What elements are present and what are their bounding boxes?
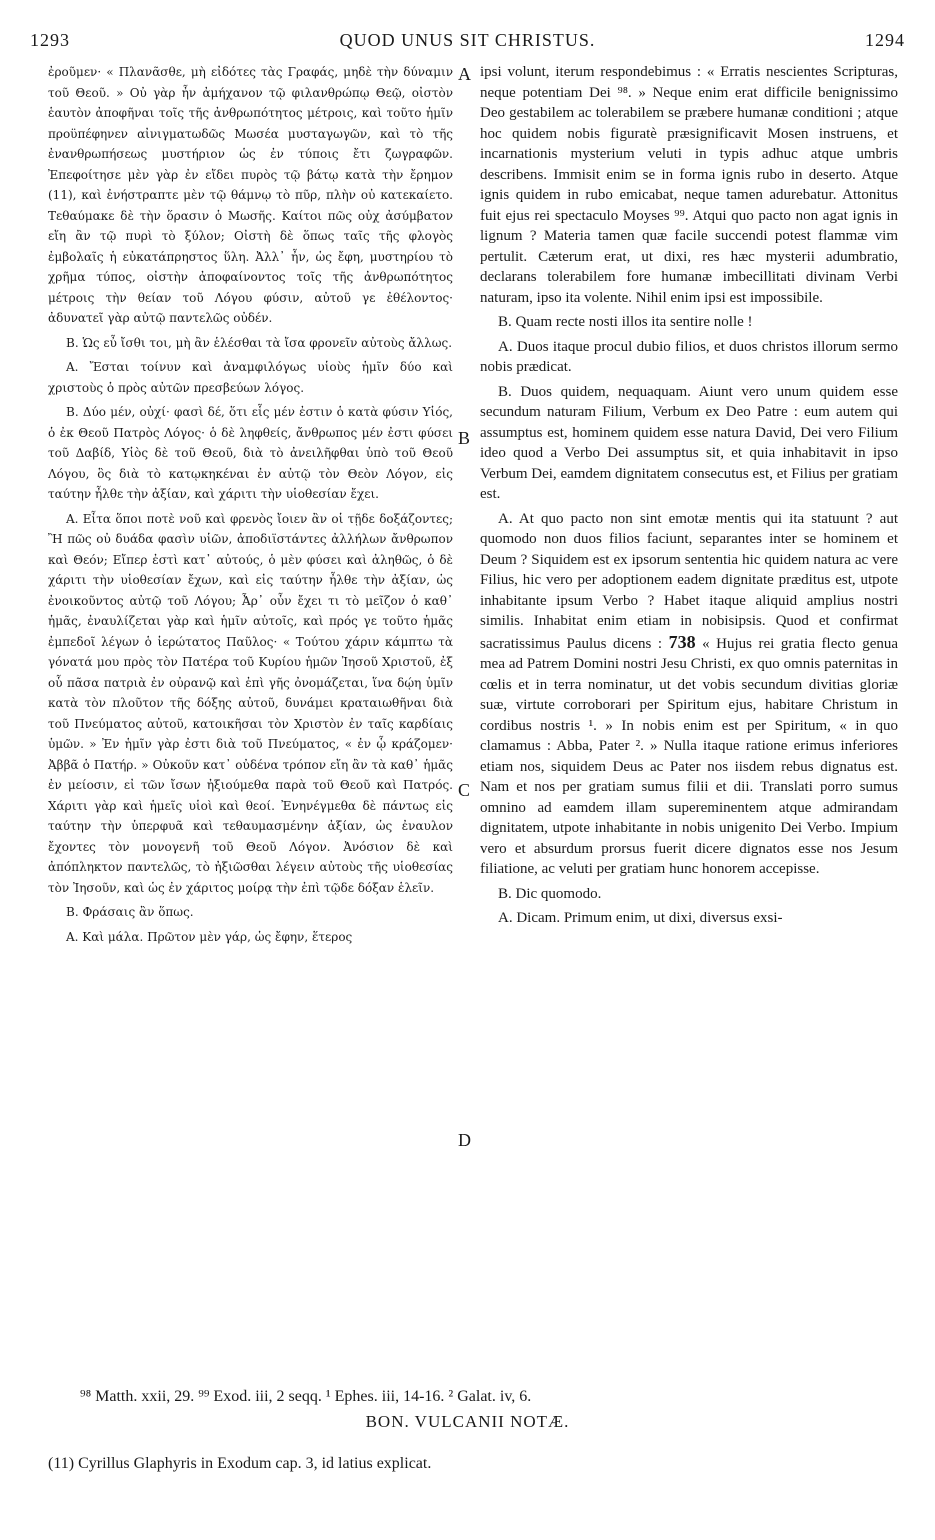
- greek-paragraph: Β. Ὡς εὖ ἴσθι τοι, μὴ ἂν ἑλέσθαι τὰ ἴσα φρονεῖν αὐτοὺς ἄλλως.: [66, 335, 453, 350]
- greek-paragraph: ἐροῦμεν· « Πλανᾶσθε, μὴ εἰδότες τὰς Γραφάς, μηδὲ τὴν δύναμιν τοῦ Θεοῦ. » Οὐ γὰρ ἦν ἀμήχανον τῷ φιλανθρώπῳ Θεῷ, οἰστὸν ἑαυτὸν ἀποφῆναι τοῖς τῆς ἀνθρωπότητος μέτροις, καὶ τοῦτο ἡμῖν προϋπέφηνεν αἰνιγματωδῶς Μωσέα μυσταγωγῶν, καὶ τὸ τῆς ἐνανθρωπήσεως μυστήριον ὡς ἐν τύποις ἔτι ζωγραφῶν. Ἐπεφοίτησε μὲν γὰρ ἐν εἴδει πυρὸς τῷ βάτῳ κατὰ τὴν ἔρημον (11), καὶ ἐνήστραπτε μὲν τῷ θάμνῳ τὸ πῦρ, πλὴν οὐ κατεκαίετο. Τεθαύμακε δὲ τὴν ὅρασιν ὁ Μωσῆς. Καίτοι πῶς οὐχ ἀσύμβατον εἴη ἂν τῷ πυρὶ τὸ ξύλον; Οἰστὴ δὲ ὅπως ταῖς τῆς φλογὸς ἐμβολαῖς ἡ εὐκατάπρηστος ὕλη. Ἀλλ᾽ ἦν, ὡς ἔφη, μυστηρίου τὸ χρῆμα τύπος, οἰστὴν ἀποφαίνοντος τοῖς τῆς ἀνθρωπότητος μέτροις τὴν θείαν τοῦ Λόγου φύσιν, αὐτοῦ γε ἐθέλοντος· ἀδυνατεῖ γὰρ αὐτῷ παντελῶς οὐδέν.: [48, 65, 453, 325]
- margin-marker-c: C: [458, 780, 471, 800]
- greek-column: [48, 62, 453, 951]
- greek-paragraph: Α. Εἶτα ὅποι ποτὲ νοῦ καὶ φρενὸς ἴοιεν ἂν οἱ τῇδε δοξάζοντες; Ἢ πῶς οὐ δυάδα φασὶν υἱῶν, ἀποδιϊστάντες ἀλλήλων ἄνθρωπον καὶ Θεόν; Εἴπερ ἐστὶ κατ᾽ αὐτούς, ὁ μὲν φύσει καὶ ἀληθῶς, ὁ δὲ χάριτι τὴν υἱοθεσίαν ἔχων, καὶ εἰς ταύτην ἦλθε τὴν ἀξίαν, ὡς ἐνοικοῦντος αὐτῷ τοῦ Λόγου; Ἆρ᾽ οὖν ἔχει τι τὸ μεῖζον ὁ καθ᾽ ἡμᾶς, ἐναυλίζεται γὰρ καὶ ἡμῖν αὐτοῖς, καὶ πρός γε τοῦτο ἡμᾶς ἐμπεδοῖ λέγων ὁ ἱερώτατος Παῦλος· « Τούτου χάριν κάμπτω τὰ γόνατά μου πρὸς τὸν Πατέρα τοῦ Κυρίου ἡμῶν Ἰησοῦ Χριστοῦ, ἐξ οὗ πᾶσα πατριὰ ἐν οὐρανῷ καὶ ἐπὶ γῆς ὀνομάζεται, ἵνα δῴη ὑμῖν κατὰ τὸν πλοῦτον τῆς δόξης αὐτοῦ, δυνάμει κραταιωθῆναι διὰ τοῦ Πνεύματος αὐτοῦ, κατοικῆσαι τὸν Χριστὸν ἐν ταῖς καρδίαις ὑμῶν. » Ἐν ἡμῖν γὰρ ἐστι διὰ τοῦ Πνεύματος, « ἐν ᾧ κράζομεν· Ἀββᾶ ὁ Πατήρ. » Οὐκοῦν κατ᾽ οὐδένα τρόπον εἴη ἂν τὰ καθ᾽ ἡμᾶς ἐν μείοσιν, εἰ τῶν ἴσων ἠξιούμεθα παρὰ τοῦ Θεοῦ καὶ Πατρός. Χάριτι γὰρ καὶ ἡμεῖς υἱοὶ καὶ θεοί. Ἐνηνέγμεθα δὲ πάντως εἰς ταύτην τὴν ὑπερφυᾶ καὶ τεθαυμασμένην ἀξίαν, ὡς ἐναυλον ἔχοντες τὸν μονογενῆ τοῦ Θεοῦ Λόγον. Ἀνόσιον δὲ καὶ ἀπόπληκτον παντελῶς, τὸ ἠξιῶσθαι λέγειν αὐτοὺς τῆς υἱοθεσίας τὸν Ἰησοῦν, καὶ ὡς ἐν χάριτος μοίρᾳ τὴν ἐπὶ τῷδε δόξαν ἑλεῖν.: [48, 511, 453, 895]
- page-number-left: 1293: [30, 30, 70, 50]
- notes-title: BON. VULCANII NOTÆ.: [365, 1412, 570, 1431]
- latin-paragraph: A. Dicam. Primum enim, ut dixi, diversus exsi-: [498, 910, 783, 926]
- latin-paragraph: B. Dic quomodo.: [498, 885, 602, 902]
- footnotes: ⁹⁸ Matth. xxii, 29. ⁹⁹ Exod. iii, 2 seqq. ¹ Ephes. iii, 14-16. ² Galat. iv, 6.: [80, 1388, 532, 1405]
- greek-paragraph: Α. Ἔσται τοίνυν καὶ ἀναμφιλόγως υἱοὺς ἡμῖν δύο καὶ χριστοὺς ὁ πρὸς αὐτῶν πρεσβεύων λόγος.: [48, 360, 453, 395]
- latin-paragraph: A. Duos itaque procul dubio filios, et duos christos illorum sermo nobis prædicat.: [480, 338, 898, 375]
- latin-paragraph: B. Quam recte nosti illos ita sentire nolle !: [498, 314, 753, 330]
- greek-paragraph: Β. Φράσαις ἂν ὅπως.: [66, 905, 194, 919]
- editor-note: (11) Cyrillus Glaphyris in Exodum cap. 3, id latius explicat.: [48, 1455, 432, 1472]
- latin-column: [480, 62, 898, 933]
- latin-paragraph: ipsi volunt, iterum respondebimus : « Erratis nescientes Scripturas, neque potentiam Dei ⁹⁸. » Neque enim erat difficile benignissimo Deo gestabilem ac tolerabilem se præbere humanæ conditioni ; atque hoc quidem nobis figuratè præsignificavit Mosen instruens, et incarnationis mysterium veluti in typis adhuc atque umbris describens. Immisit enim se in forma ignis rubo in deserto. Atque ignis quidem in rubo emicabat, neque tamen adurebatur. Attonitus fuit ejus rei spectaculo Moyses ⁹⁹. Atqui quo pacto non agat ignis in lignum ? Materia tamen quæ facile succendi potest flammæ vim pertulit. Cæterum erat, ut dixi, res hæc mysterii adumbratio, declarans tolerabilem fore humanæ imbecillitati divinam Verbi naturam, ipso ita volente. Nihil enim ipsi est impossibile.: [480, 64, 898, 306]
- greek-paragraph: Β. Δύο μέν, οὐχί· φασὶ δέ, ὅτι εἷς μέν ἐστιν ὁ κατὰ φύσιν Υἱός, ὁ ἐκ Θεοῦ Πατρὸς Λόγος· ὁ δὲ ληφθείς, ἄνθρωπος μέν ἐστι φύσει τοῦ Δαβίδ, Υἱὸς δὲ τοῦ Θεοῦ, διὰ τὸ ἀνειλῆφθαι ὑπὸ τοῦ Θεοῦ Λόγου, ὃς διὰ τὸ κατῳκηκέναι ἐν αὐτῷ τὸν Θεὸν Λόγον, εἰς ταύτην ἦλθε τὴν ἀξίαν, καὶ χάριτι τὴν υἱοθεσίαν ἔχει.: [48, 405, 453, 501]
- column-number: 738: [668, 631, 696, 652]
- latin-text: « Hujus rei gratia flecto genua mea ad Patrem Domini nostri Jesu Christi, ex quo omnis paternitas in cœlis et in terra nominatur, ut det vobis secundum divitias gloriæ suæ, virtute corroborari per Spiritum ejus, habitare Christum in cordibus nostris ¹. » In nobis enim est per Spiritum, « in quo clamamus : Abba, Pater ². » Nulla itaque ratione erimus inferiores etiam nos, siquidem Deus ac Pater nos iisdem rebus dignatus est. Nam et nos per gratiam sumus filii et dii. Translati porro sumus omnino ad eamdem illam supereminentem atque admirandam dignitatem, utpote inhabitante in nobis unigenito Dei Verbo. Impium vero et absurdum prorsus fuerit dicere dignatos esse nos Jesum filiatione, ac veluti per gratiam hunc honorem accepisse.: [480, 635, 899, 877]
- page-header: [30, 30, 905, 58]
- margin-marker-d: D: [458, 1130, 471, 1150]
- latin-text: A. At quo pacto non sint emotæ mentis qui ita statuunt ? aut quomodo non duos filios faciunt, separantes inter se hominem et Deum ? Siquidem est ex ipsorum sententia hic quidem natura ac vere Filius, hic vero per adoptionem eadem dignitate præditus est, utpote inhabitante ipsum Verbo ? Habet itaque aliquid amplius nostri similis. Inhabitat enim etiam in nobisipsis. Quod et confirmat sacratissimus Paulus dicens :: [480, 510, 898, 652]
- running-title: QUOD UNUS SIT CHRISTUS.: [339, 30, 596, 50]
- margin-marker-a: A: [458, 64, 471, 84]
- latin-paragraph: [480, 509, 898, 880]
- margin-marker-b: B: [458, 428, 471, 448]
- latin-paragraph: B. Duos quidem, nequaquam. Aiunt vero unum quidem esse secundum naturam Filium, Verbum ex Deo Patre : eum autem qui assumptus est, hominem quidem esse natura David, Dei vero Filium ideo quod a Verbo Dei assumptus sit, et quia inhabitavit in ipso Verbum Dei, eamdem dignitatem consecutus est, et Filius per gratiam est.: [480, 383, 898, 502]
- greek-paragraph: Α. Καὶ μάλα. Πρῶτον μὲν γάρ, ὡς ἔφην, ἕτερος: [66, 929, 353, 944]
- page-number-right: 1294: [865, 30, 905, 50]
